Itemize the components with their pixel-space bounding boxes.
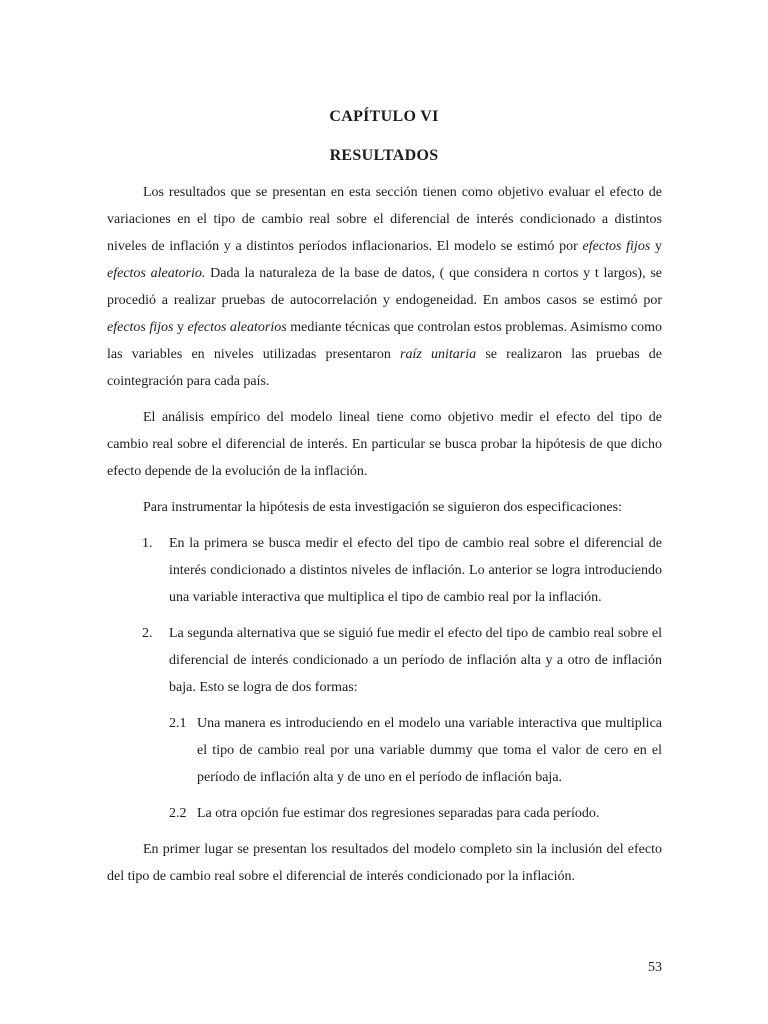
body-text (107, 179, 662, 899)
text-run: y (650, 239, 662, 254)
chapter-heading: CAPÍTULO VI (329, 108, 439, 125)
sub-list-item (107, 710, 662, 791)
list-item-text: La segunda alternativa que se siguió fue medir el efecto del tipo de cambio real sobre el diferencial de interés condicionado a un período de inflación alta y a otro de inflación baja. Esto se logra de dos formas: (169, 626, 662, 695)
sub-list-item (107, 800, 662, 827)
text-run: Dada la naturaleza de la base de datos, ( que considera n cortos y t largos), se procedió a realizar pruebas de autocorrelación y endogeneidad. En ambos casos se estimó por (107, 266, 662, 308)
italic-term: efectos fijos (107, 320, 174, 335)
italic-term: raíz unitaria (400, 347, 477, 362)
text-run: Los resultados que se presentan en esta sección tienen como objetivo evaluar el efecto de variaciones en el tipo de cambio real sobre el diferencial de interés condicionado a distintos niveles de inflación y a distintos períodos inflacionarios. El modelo se estimó por (107, 185, 662, 254)
italic-term: efectos fijos (582, 239, 651, 254)
sub-list-item-number: 2.2 (169, 806, 187, 821)
page-number: 53 (648, 960, 662, 975)
list-item-number: 1. (142, 536, 153, 551)
text-run: y (173, 320, 188, 335)
list-item-text: En la primera se busca medir el efecto del tipo de cambio real sobre el diferencial de interés condicionado a distintos niveles de inflación. Lo anterior se logra introduciendo una variable interactiva que multiplica el tipo de cambio real por la inflación. (169, 536, 662, 605)
text-run: se realizaron las pruebas de cointegración para cada país. (107, 347, 662, 389)
italic-term: efectos aleatorio. (107, 266, 206, 281)
text-run: mediante técnicas que controlan estos problemas. Asimismo como las variables en niveles utilizadas presentaron (107, 320, 662, 362)
paragraph-intro (107, 179, 662, 395)
list-item (107, 620, 662, 701)
paragraph-analysis: El análisis empírico del modelo lineal tiene como objetivo medir el efecto del tipo de cambio real sobre el diferencial de interés. En particular se busca probar la hipótesis de que dicho efecto depende de la evolución de la inflación. (107, 410, 662, 479)
paragraph-conclusion: En primer lugar se presentan los resultados del modelo completo sin la inclusión del efecto del tipo de cambio real sobre el diferencial de interés condicionado por la inflación. (107, 842, 662, 884)
list-item (107, 530, 662, 611)
italic-term: efectos aleatorios (187, 320, 287, 335)
sub-list-item-text: Una manera es introduciendo en el modelo una variable interactiva que multiplica el tipo de cambio real por una variable dummy que toma el valor de cero en el período de inflación alta y de uno en el período de inflación baja. (197, 716, 662, 785)
paragraph-specifications: Para instrumentar la hipótesis de esta investigación se siguieron dos especificaciones: (143, 500, 622, 515)
section-title: RESULTADOS (329, 147, 439, 164)
sub-list-item-number: 2.1 (169, 716, 187, 731)
sub-list-item-text: La otra opción fue estimar dos regresiones separadas para cada período. (197, 806, 600, 821)
list-item-number: 2. (142, 626, 153, 641)
